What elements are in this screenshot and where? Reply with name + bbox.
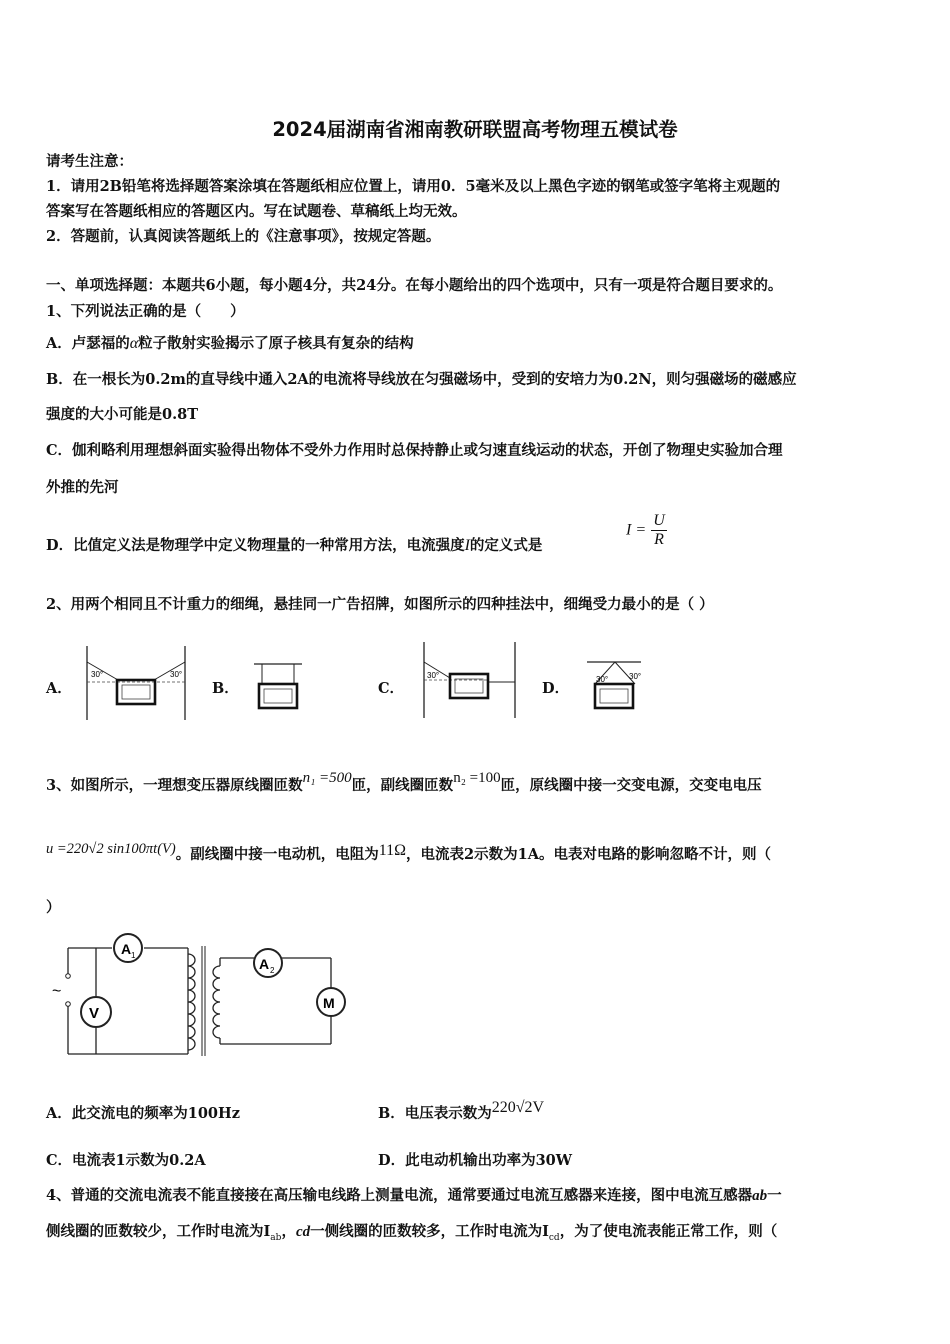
- current-formula: [626, 512, 667, 549]
- q1-d-suffix: 的定义式是: [469, 537, 543, 554]
- ac-source-symbol: ~: [52, 983, 62, 1000]
- angle-label: 30°: [427, 671, 440, 680]
- q1-stem: 1、下列说法正确的是（ ）: [46, 303, 245, 320]
- voltmeter-value: 220√2V: [491, 1099, 545, 1116]
- voltage-expression: u =220√2 sin100πt(V): [46, 841, 176, 857]
- q4-line2-prefix: 侧线圈的匝数较少，工作时电流为I: [46, 1223, 271, 1240]
- q3-stem-line-2: [46, 841, 771, 865]
- formula-lhs: I =: [626, 521, 647, 539]
- notice-item-1-line-2: 答案写在答题纸相应的答题区内。写在试题卷、草稿纸上均无效。: [46, 203, 467, 220]
- q2-label-c: C．: [378, 680, 405, 697]
- q3-stem-line-1: [46, 770, 762, 796]
- cd-label: cd: [295, 1224, 311, 1240]
- current-variable: I: [464, 537, 470, 554]
- hanging-figure-c: [420, 640, 520, 720]
- q2-label-d: D．: [542, 680, 570, 697]
- q3-option-b: [378, 1099, 545, 1124]
- q2-stem: 2、用两个相同且不计重力的细绳，悬挂同一广告招牌，如图所示的四种挂法中，细绳受力最小的是（ ）: [46, 596, 714, 613]
- q3-line2-suffix: ，电流表2示数为1A。电表对电路的影响忽略不计，则（: [406, 846, 771, 863]
- q3-stem-suffix: 匝，原线圈中接一交变电源，交变电电压: [500, 777, 762, 794]
- section-heading: 一、单项选择题：本题共6小题，每小题4分，共24分。在每小题给出的四个选项中，只有一项是符合题目要求的。: [46, 277, 783, 294]
- hanging-figure-b: [250, 662, 306, 714]
- secondary-turns: n₂ =100: [453, 770, 501, 786]
- ammeter-2-label: A: [259, 956, 270, 972]
- q1-a-suffix: 粒子散射实验揭示了原子核具有复杂的结构: [138, 335, 414, 352]
- q1-option-c-line-2: 外推的先河: [46, 479, 119, 496]
- hanging-figure-a: [84, 646, 190, 722]
- hanging-figure-d: [585, 660, 645, 716]
- q4-line2-middle: 一侧线圈的匝数较多，工作时电流为I: [310, 1223, 549, 1240]
- page-title: 2024届湖南省湘南教研联盟高考物理五模试卷: [272, 118, 678, 141]
- q1-option-a: [46, 334, 414, 354]
- angle-label: 30°: [170, 670, 183, 679]
- q3-option-a: A．此交流电的频率为100Hz: [46, 1105, 240, 1122]
- terminal-top: [66, 974, 71, 979]
- q3-stem-line-3: ）: [46, 899, 61, 916]
- q3-stem-middle: 匝，副线圈匝数: [351, 777, 454, 794]
- ab-label: ab: [752, 1188, 768, 1204]
- angle-label: 30°: [596, 675, 609, 684]
- voltmeter-label: V: [89, 1005, 100, 1022]
- q4-line-2: [46, 1222, 777, 1248]
- q3-line2-middle: 。副线圈中接一电动机，电阻为: [175, 846, 379, 863]
- q1-a-prefix: A．卢瑟福的: [46, 335, 130, 352]
- q4-line2-comma: ，: [281, 1223, 296, 1240]
- q3-option-c: C．电流表1示数为0.2A: [46, 1152, 206, 1169]
- q3-b-prefix: B．电压表示数为: [378, 1105, 492, 1122]
- q1-option-c-line-1: C．伽利略利用理想斜面实验得出物体不受外力作用时总保持静止或匀速直线运动的状态，开创了物理史实验加合理: [46, 442, 783, 459]
- q3-option-d: D．此电动机输出功率为30W: [378, 1152, 573, 1169]
- angle-label: 30°: [629, 672, 642, 681]
- ammeter-1-label: A: [121, 941, 132, 957]
- notice-item-2: 2．答题前，认真阅读答题纸上的《注意事项》，按规定答题。: [46, 228, 441, 245]
- formula-fraction: [651, 512, 667, 549]
- q3-stem-prefix: 3、如图所示，一理想变压器原线圈匝数: [46, 777, 303, 794]
- q4-line1-prefix: 4、普通的交流电流表不能直接接在高压输电线路上测量电流，通常要通过电流互感器来连接，图中电流互感器: [46, 1187, 753, 1204]
- q1-option-b-line-1: B．在一根长为0.2m的直导线中通入2A的电流将导线放在匀强磁场中，受到的安培力为0.2N，则匀强磁场的磁感应: [46, 371, 797, 388]
- q4-line1-suffix: 一: [767, 1187, 782, 1204]
- q2-label-b: B．: [212, 680, 239, 697]
- icd-subscript: cd: [548, 1232, 560, 1243]
- transformer-circuit-diagram: [48, 930, 358, 1060]
- notice-heading: 请考生注意：: [46, 153, 133, 170]
- primary-turns: n₁ =500: [302, 770, 352, 786]
- motor-label: M: [323, 995, 335, 1011]
- q2-label-a: A．: [46, 680, 72, 697]
- angle-label: 30°: [91, 670, 104, 679]
- q4-line2-suffix: ，为了使电流表能正常工作，则（: [559, 1223, 778, 1240]
- q1-d-prefix: D．比值定义法是物理学中定义物理量的一种常用方法，电流强度: [46, 537, 465, 554]
- formula-denominator: R: [654, 531, 664, 548]
- terminal-bottom: [66, 1002, 71, 1007]
- q4-line-1: [46, 1186, 782, 1206]
- iab-subscript: ab: [270, 1232, 282, 1243]
- ammeter-1-subscript: 1: [131, 951, 136, 960]
- alpha-symbol: α: [129, 335, 139, 352]
- notice-item-1-line-1: 1．请用2B铅笔将选择题答案涂填在答题纸相应位置上，请用0．5毫米及以上黑色字迹的钢笔或签字笔将主观题的: [46, 178, 781, 195]
- motor-resistance: 11Ω: [378, 842, 407, 859]
- formula-numerator: U: [653, 512, 665, 529]
- q1-option-d: [46, 536, 542, 556]
- ammeter-2-subscript: 2: [270, 966, 275, 975]
- q1-option-b-line-2: 强度的大小可能是0.8T: [46, 406, 199, 423]
